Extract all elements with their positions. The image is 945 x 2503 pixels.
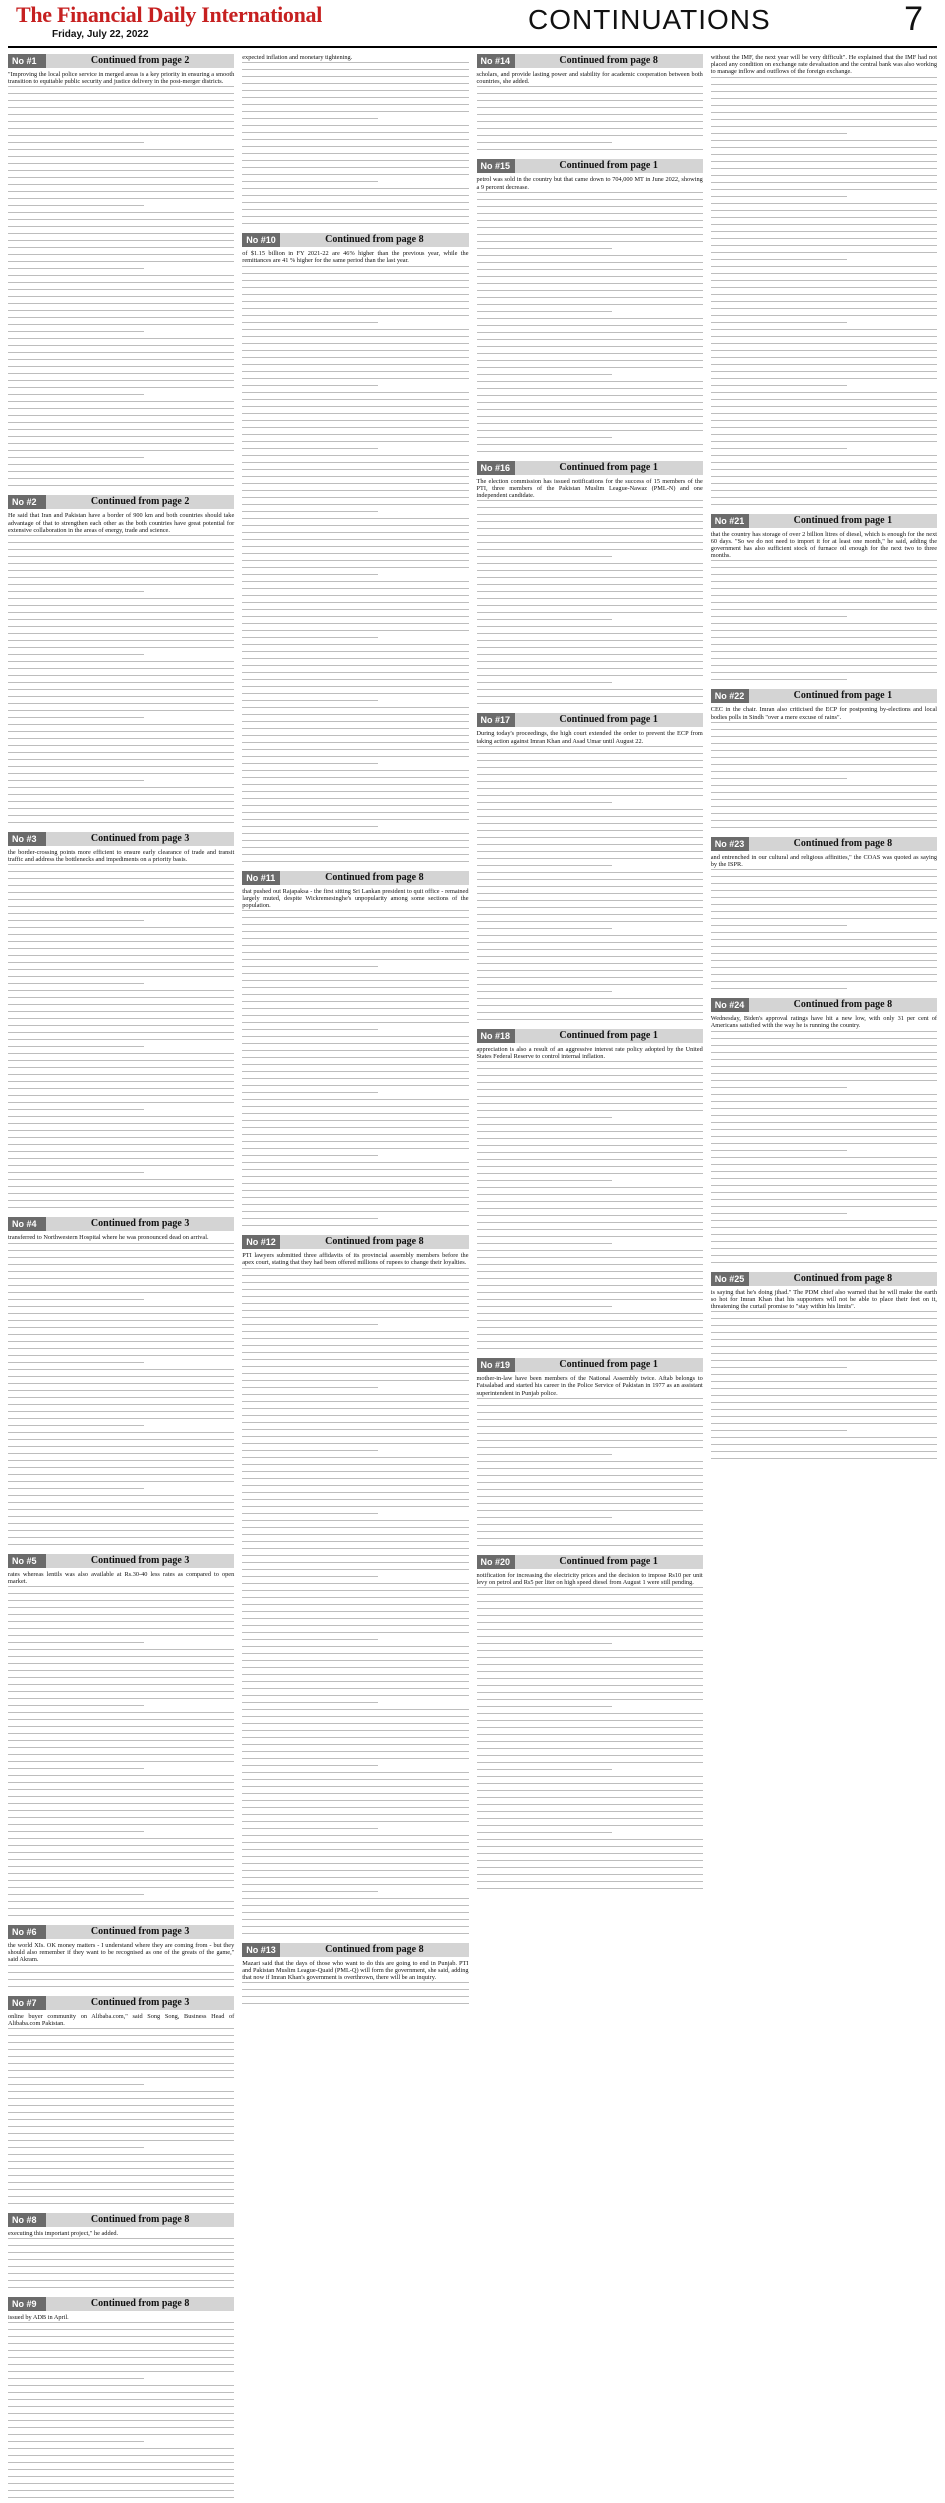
continued-from-label: Continued from page 1 — [515, 1029, 703, 1043]
story-text: executing this important project," he added. — [8, 2230, 119, 2238]
continued-from-label: Continued from page 3 — [46, 1217, 234, 1231]
story-header — [8, 832, 234, 846]
dateline: Friday, July 22, 2022 — [52, 29, 149, 40]
continued-from-label: Continued from page 8 — [280, 1943, 468, 1957]
story-text: and entrenched in our cultural and religious affinities," the COAS was quoted as saying by the ISPR. — [710, 853, 937, 869]
continued-from-label: Continued from page 2 — [46, 495, 234, 509]
story-text: without the IMF, the next year will be very difficult". He explained that the IMF had not placed any condition on exchange rate devaluation and the central bank was also working to manage inflow and outflows of the foreign exchange. — [710, 54, 937, 76]
story-header — [711, 998, 937, 1012]
story-text: of $1.15 billion in FY 2021-22 are 46% higher than the previous year, while the remittances are 41 % higher for the same period than the last year. — [242, 250, 469, 265]
story-block — [8, 2297, 234, 2503]
story-number: No #16 — [477, 461, 515, 475]
continued-from-label: Continued from page 8 — [280, 233, 468, 247]
story-number: No #7 — [8, 1996, 46, 2010]
story-number: No #5 — [8, 1554, 46, 1568]
story-text: petrol was sold in the country but that came down to 704,000 MT in June 2022, showing a 9 percent decrease. — [476, 176, 703, 191]
story-text: is saying that he's doing jihad." The PDM chief also warned that he will make the earth so hot for Imran Khan that his supporters will not be able to place their feet on it, threatening the curtail promise to "stay within his limits". — [710, 1288, 937, 1311]
story-number: No #2 — [8, 495, 46, 509]
story-number: No #13 — [242, 1943, 280, 1957]
story-number: No #6 — [8, 1925, 46, 1939]
story-text: the world XIs. OK money matters - I understand where they are coming from - but they should also remember if they want to be recognised as one of the greats of the game," said Akram. — [8, 1942, 235, 1964]
story-header — [711, 837, 937, 851]
story-block — [242, 1943, 468, 2010]
article-columns — [8, 54, 937, 2322]
story-text: The election commission has issued notifications for the success of 15 members of the PTI, three members of the Pakistan Muslim League-Nawaz (PML-N) and one independent candidate. — [476, 477, 703, 500]
story-block — [711, 1272, 937, 1465]
story-block — [477, 54, 703, 155]
story-text: rates whereas lentils was also available at Rs.30-40 less rates as compared to open market. — [8, 1570, 235, 1585]
story-text: scholars, and provide lasting power and stability for academic cooperation between both countries, she added. — [476, 71, 703, 86]
story-block — [477, 713, 703, 1024]
column-1 — [8, 54, 235, 2322]
story-header — [477, 1358, 703, 1372]
story-header — [8, 54, 234, 68]
section-title: CONTINUATIONS — [528, 4, 771, 35]
story-header — [8, 1996, 234, 2010]
continued-from-label: Continued from page 3 — [46, 832, 234, 846]
story-block — [477, 159, 703, 456]
story-block — [711, 998, 937, 1267]
story-number: No #14 — [477, 54, 515, 68]
story-text: During today's proceedings, the high court extended the order to prevent the ECP from taking action against Imran Khan and Asad Umar until August 22. — [476, 730, 703, 745]
story-number: No #10 — [242, 233, 280, 247]
story-block — [711, 54, 937, 510]
story-number: No #19 — [477, 1358, 515, 1372]
story-header — [477, 1555, 703, 1569]
continued-from-label: Continued from page 8 — [46, 2213, 234, 2227]
story-block — [477, 1358, 703, 1551]
continued-from-label: Continued from page 8 — [749, 837, 937, 851]
page-number: 7 — [904, 0, 923, 38]
story-number: No #15 — [477, 159, 515, 173]
story-number: No #18 — [477, 1029, 515, 1043]
story-text: the border-crossing points more efficient to ensure early clearance of trade and transit traffic and address the bottlenecks and impediments on a priority basis. — [8, 849, 235, 864]
story-text: mother-in-law have been members of the National Assembly twice. Aftab belongs to Faisalabad and started his career in the Police Service of Pakistan in 1977 as an assistant superintendent in Punjab police. — [476, 1375, 703, 1397]
story-header — [8, 1217, 234, 1231]
story-text: CEC in the chair. Imran also criticised the ECP for postponing by-elections and local bodies polls in Sindh "over a mere excuse of rains". — [710, 706, 937, 721]
story-block — [711, 689, 937, 832]
story-header — [711, 689, 937, 703]
story-number: No #17 — [477, 713, 515, 727]
story-header — [477, 54, 703, 68]
story-text: that pushed out Rajapaksa - the first sitting Sri Lankan president to quit office - remained largely muted, despite Wickremesinghe's unpopularity among some sections of the population. — [242, 887, 469, 910]
continued-from-label: Continued from page 8 — [46, 2297, 234, 2311]
story-block — [8, 1217, 234, 1549]
story-header — [8, 2213, 234, 2227]
story-block — [8, 832, 234, 1213]
story-block — [711, 837, 937, 994]
story-number: No #21 — [711, 514, 749, 528]
continued-from-label: Continued from page 1 — [515, 461, 703, 475]
story-header — [242, 871, 468, 885]
story-block — [477, 1555, 703, 1894]
story-text: expected inflation and monetary tightening. — [242, 54, 353, 61]
story-number: No #25 — [711, 1272, 749, 1286]
continued-from-label: Continued from page 1 — [749, 514, 937, 528]
story-block — [477, 1029, 703, 1354]
story-text: Wednesday, Biden's approval ratings have hit a new low, with only 31 per cent of Americans satisfied with the way he is running the country. — [710, 1015, 937, 1030]
story-text: appreciation is also a result of an aggressive interest rate policy adopted by the United States Federal Reserve to control internal inflation. — [476, 1045, 703, 1061]
story-header — [477, 461, 703, 475]
story-header — [8, 1925, 234, 1939]
story-number: No #23 — [711, 837, 749, 851]
continued-from-label: Continued from page 1 — [515, 713, 703, 727]
story-block — [242, 233, 468, 866]
story-block — [8, 1925, 234, 1992]
continued-from-label: Continued from page 8 — [749, 998, 937, 1012]
story-number: No #22 — [711, 689, 749, 703]
story-text: PTI lawyers submitted three affidavits of its provincial assembly members before the apex court, stating that they had been offered millions of rupees to change their loyalties. — [242, 1252, 469, 1267]
continued-from-label: Continued from page 8 — [515, 54, 703, 68]
continued-from-label: Continued from page 1 — [749, 689, 937, 703]
story-header — [711, 514, 937, 528]
story-text: issued by ADB in April. — [8, 2314, 69, 2322]
story-number: No #8 — [8, 2213, 46, 2227]
story-text: online buyer community on Alibaba.com," said Song Song, Business Head of Alibaba.com Pakistan. — [8, 2012, 235, 2027]
story-header — [477, 159, 703, 173]
story-number: No #11 — [242, 871, 280, 885]
story-block — [8, 1554, 234, 1921]
continued-from-label: Continued from page 1 — [515, 1555, 703, 1569]
column-3 — [476, 54, 703, 1587]
story-block — [8, 1996, 234, 2209]
story-header — [8, 2297, 234, 2311]
masthead — [8, 0, 937, 48]
story-text: "Improving the local police service in merged areas is a key priority in ensuring a smooth transition to equitable public security and justice delivery in the post-merger districts. — [8, 71, 235, 86]
story-header — [8, 1554, 234, 1568]
story-header — [477, 713, 703, 727]
continued-from-label: Continued from page 1 — [515, 1358, 703, 1372]
story-text: that the country has storage of over 2 billion litres of diesel, which is enough for the next 60 days. "So we do not need to import it for at least one month," he said, adding the government has also sufficient stock of furnace oil enough for the next two to three months. — [710, 530, 937, 560]
story-number: No #3 — [8, 832, 46, 846]
column-4 — [711, 54, 937, 1524]
story-block — [8, 2213, 234, 2293]
story-block — [242, 1235, 468, 1938]
story-header — [711, 1272, 937, 1286]
story-text: transferred to Northwestern Hospital where he was pronounced dead on arrival. — [8, 1234, 209, 1242]
story-block — [8, 54, 234, 491]
continued-from-label: Continued from page 8 — [280, 871, 468, 885]
story-block — [8, 495, 234, 828]
column-2 — [242, 54, 469, 1982]
story-number: No #4 — [8, 1217, 46, 1231]
story-number: No #24 — [711, 998, 749, 1012]
story-text: He said that Iran and Pakistan have a border of 900 km and both countries should take advantage of that to strengthen each other as the both countries have great potential for extensive collaboration in the areas of energy, trade and science. — [8, 512, 235, 534]
paper-logo: The Financial Daily International — [16, 2, 323, 27]
story-number: No #20 — [477, 1555, 515, 1569]
continued-from-label: Continued from page 3 — [46, 1996, 234, 2010]
story-block — [477, 461, 703, 710]
story-header — [477, 1029, 703, 1043]
story-header — [8, 495, 234, 509]
story-header — [242, 1943, 468, 1957]
continued-from-label: Continued from page 3 — [46, 1925, 234, 1939]
story-header — [242, 1235, 468, 1249]
continued-from-label: Continued from page 8 — [749, 1272, 937, 1286]
continued-from-label: Continued from page 1 — [515, 159, 703, 173]
continued-from-label: Continued from page 3 — [46, 1554, 234, 1568]
story-block — [242, 871, 468, 1232]
story-number: No #9 — [8, 2297, 46, 2311]
story-number: No #1 — [8, 54, 46, 68]
continued-from-label: Continued from page 8 — [280, 1235, 468, 1249]
continued-from-label: Continued from page 2 — [46, 54, 234, 68]
story-number: No #12 — [242, 1235, 280, 1249]
story-block — [711, 514, 937, 686]
story-header — [242, 233, 468, 247]
story-block — [242, 54, 468, 229]
story-text: Mazari said that the days of those who want to do this are going to end in Punjab. PTI and Pakistan Muslim League-Quaid (PML-Q) will form the government, she said, adding that now if Imran Khan's government is overthrown, there will be an inquiry. — [242, 1959, 469, 1982]
story-text: notification for increasing the electricity prices and the decision to impose Rs10 per unit levy on petrol and Rs5 per liter on high speed diesel from August 1 were still pending. — [476, 1571, 703, 1587]
